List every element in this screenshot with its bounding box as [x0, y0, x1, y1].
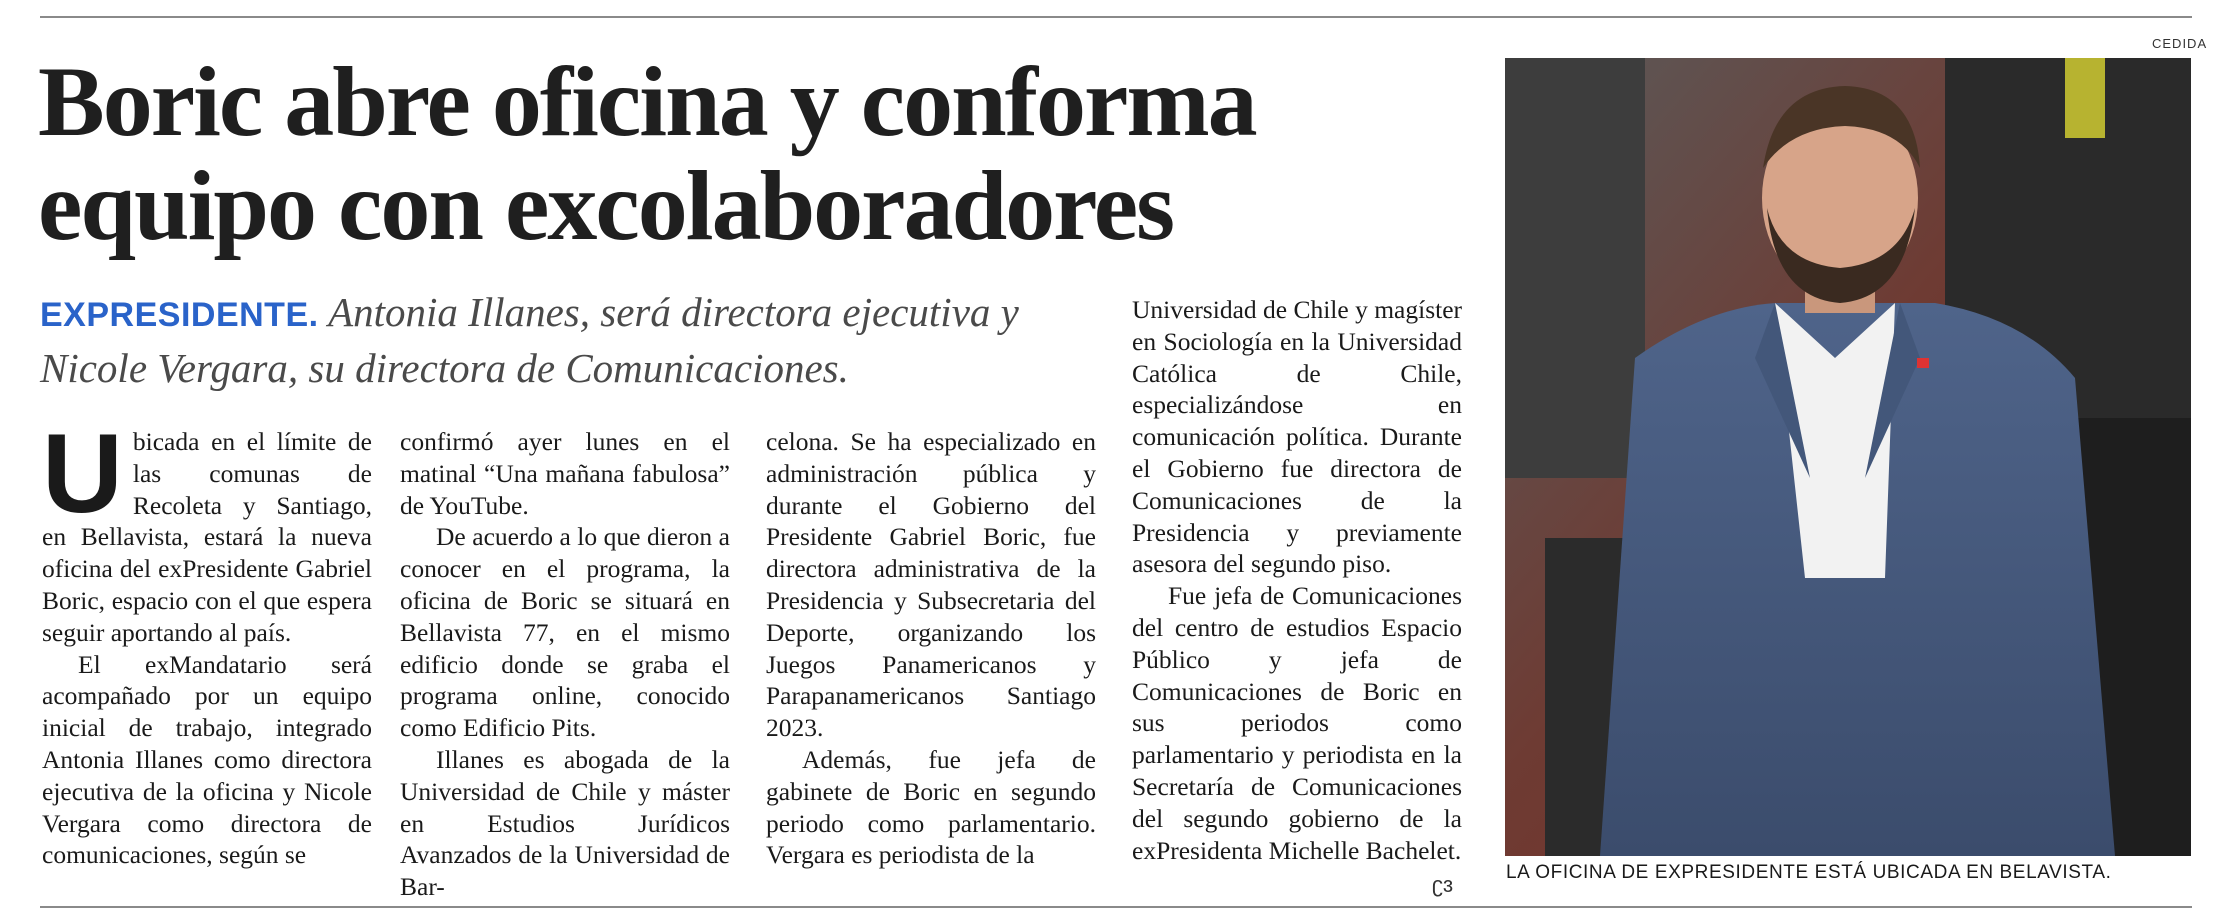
paragraph: confirmó ayer lunes en el matinal “Una mañana fabulosa” de YouTube. [400, 427, 730, 520]
body-column-2 [400, 426, 730, 903]
body-column-3 [766, 426, 1096, 871]
paragraph [42, 411, 372, 649]
headline-line-2: equipo con excolaboradores [38, 150, 1174, 261]
headline [38, 46, 1478, 261]
article-photo [1505, 58, 2191, 856]
photo-illustration [1505, 58, 2191, 856]
paragraph: El exMandatario será acompañado por un equipo inicial de trabajo, integrado Antonia Illanes como directora ejecutiva de la oficina y Nicole Vergara como directora de comunicaciones, según se [42, 649, 372, 870]
end-mark-icon: ʗɜ [1432, 872, 1454, 897]
paragraph: Fue jefa de Comunicaciones del centro de estudios Espacio Público y jefa de Comunicaciones de Boric en sus periodos como parlamentario y periodista en la Secretaría de Comunicaciones del segundo gobierno de la exPresidenta Michelle Bachelet. [1132, 581, 1462, 865]
headline-line-1: Boric abre oficina y conforma [38, 46, 1256, 157]
paragraph-text: bicada en el límite de las comunas de Recoleta y Santiago, en Bellavista, estará la nueva oficina del exPresidente Gabriel Boric, espacio con el que espera seguir aportando al país. [42, 427, 372, 647]
deck-text: Antonia Illanes, será directora ejecutiva y Nicole Vergara, su directora de Comunicaciones. [40, 289, 1019, 391]
kicker: EXPRESIDENTE. [40, 296, 319, 334]
top-rule [40, 16, 2192, 18]
paragraph: Universidad de Chile y magíster en Sociología en la Universidad Católica de Chile, especializándose en comunicación política. Durante el Gobierno fue directora de Comunicaciones de la Presidencia y previamente asesora del segundo piso. [1132, 295, 1463, 579]
paragraph: De acuerdo a lo que dieron a conocer en el programa, la oficina de Boric se situará en Bellavista 77, en el mismo edificio donde se graba el programa online, conocido como Edificio Pits. [400, 522, 730, 743]
body-column-1 [42, 411, 372, 871]
photo-caption: LA OFICINA DE EXPRESIDENTE ESTÁ UBICADA EN BELAVISTA. [1506, 862, 2112, 883]
drop-cap: U [42, 411, 123, 536]
photo-credit: CEDIDA [2152, 36, 2208, 51]
bottom-rule [40, 906, 2192, 908]
deck [40, 286, 1080, 395]
paragraph: celona. Se ha especializado en administración pública y durante el Gobierno del Presidente Gabriel Boric, fue directora administrativa de la Presidencia y Subsecretaria del Deporte, organizando los Juegos Panamericanos y Parapanamericanos Santiago 2023. [766, 427, 1096, 743]
paragraph: Illanes es abogada de la Universidad de Chile y máster en Estudios Jurídicos Avanzados de la Universidad de Bar- [400, 744, 730, 902]
body-column-4 [1132, 294, 1462, 866]
paragraph: Además, fue jefa de gabinete de Boric en segundo periodo como parlamentario. Vergara es periodista de la [766, 744, 1096, 870]
